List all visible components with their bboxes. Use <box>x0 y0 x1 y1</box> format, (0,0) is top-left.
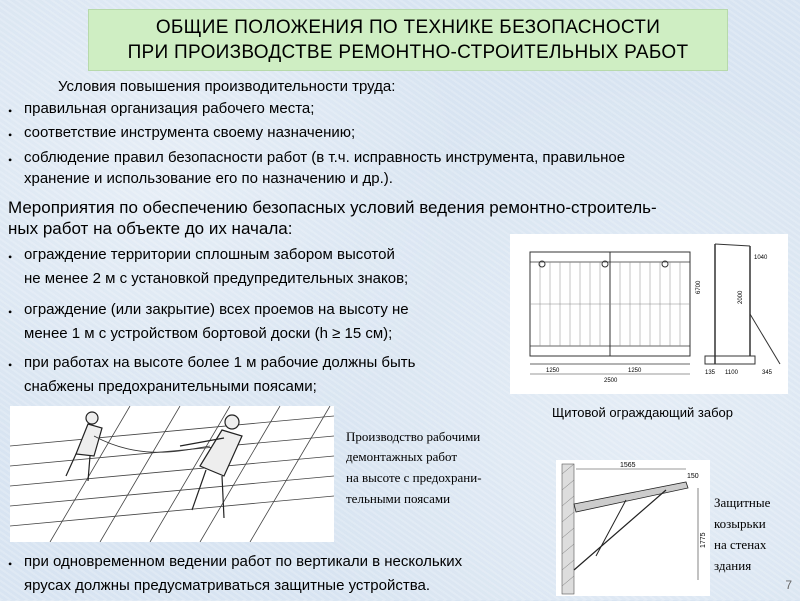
workers-caption-line-4: тельными поясами <box>346 491 451 506</box>
bullet-dot: • <box>8 250 13 264</box>
canopy-caption-line-1: Защитные <box>714 495 771 510</box>
canopy-dim-offset: 150 <box>687 473 699 480</box>
section1-item-3: соблюдение правил безопасности работ (в т.ч. исправность инструмента, правильное <box>24 149 626 166</box>
fence-dim-4: 6700 <box>696 280 702 294</box>
section1-heading: Условия повышения производительности труда: <box>58 78 396 95</box>
slide-title <box>88 9 728 71</box>
workers-caption-line-1: Производство рабочими <box>346 429 481 444</box>
title-line-1: ОБЩИЕ ПОЛОЖЕНИЯ ПО ТЕХНИКЕ БЕЗОПАСНОСТИ <box>155 17 661 38</box>
section2-heading-line-1: Мероприятия по обеспечению безопасных условий ведения ремонтно-строитель- <box>8 198 657 217</box>
section2-item-1-line-2: не менее 2 м с установкой предупредительных знаков; <box>24 270 409 287</box>
page-number: 7 <box>785 578 792 592</box>
fence-dim-7: 135 <box>705 370 716 376</box>
canopy-dim-width: 1565 <box>620 462 636 469</box>
section2-item-2-line-1: ограждение (или закрытие) всех проемов на высоту не <box>24 301 409 318</box>
section2-item-3-line-1: при работах на высоте более 1 м рабочие должны быть <box>24 354 416 371</box>
section1-item-2: соответствие инструмента своему назначению; <box>24 124 356 141</box>
fence-caption: Щитовой ограждающий забор <box>552 405 733 420</box>
bullet-dot: • <box>8 128 13 142</box>
workers-caption-line-2: демонтажных работ <box>346 449 457 464</box>
section2-item-3-line-2: снабжены предохранительными поясами; <box>24 378 317 395</box>
fence-dim-8: 1100 <box>725 370 738 376</box>
fence-dim-1: 1250 <box>546 368 560 374</box>
section2-item-4-line-2: ярусах должны предусматриваться защитные устройства. <box>24 577 431 594</box>
section1-item-1: правильная организация рабочего места; <box>24 100 315 117</box>
canopy-drawing <box>556 460 710 596</box>
fence-dim-5: 2000 <box>738 290 744 304</box>
bullet-dot: • <box>8 557 13 571</box>
workers-drawing <box>10 406 334 542</box>
section2-heading-line-2: ных работ на объекте до их начала: <box>8 219 293 238</box>
section2-item-1-line-1: ограждение территории сплошным забором высотой <box>24 246 395 263</box>
fence-dim-9: 345 <box>762 370 773 376</box>
fence-dim-3: 2500 <box>604 378 618 384</box>
fence-dim-6: 1040 <box>754 255 768 261</box>
canopy-dim-height: 1775 <box>700 532 707 548</box>
bullet-dot: • <box>8 358 13 372</box>
bullet-dot: • <box>8 104 13 118</box>
bullet-dot: • <box>8 305 13 319</box>
section2-item-2-line-2: менее 1 м с устройством бортовой доски (h ≥ 15 см); <box>24 325 393 342</box>
canopy-caption-line-4: здания <box>714 558 752 573</box>
workers-caption-line-3: на высоте с предохрани- <box>346 470 482 485</box>
fence-dim-2: 1250 <box>628 368 642 374</box>
fence-drawing <box>510 234 788 394</box>
section2-item-4-line-1: при одновременном ведении работ по вертикали в нескольких <box>24 553 463 570</box>
canopy-caption-line-2: козырьки <box>714 516 766 531</box>
canopy-caption-line-3: на стенах <box>714 537 767 552</box>
bullet-dot: • <box>8 153 13 167</box>
title-line-2: ПРИ ПРОИЗВОДСТВЕ РЕМОНТНО-СТРОИТЕЛЬНЫХ РАБОТ <box>127 42 689 63</box>
section1-item-3-cont: хранение и использование его по назначению и др.). <box>24 170 393 187</box>
